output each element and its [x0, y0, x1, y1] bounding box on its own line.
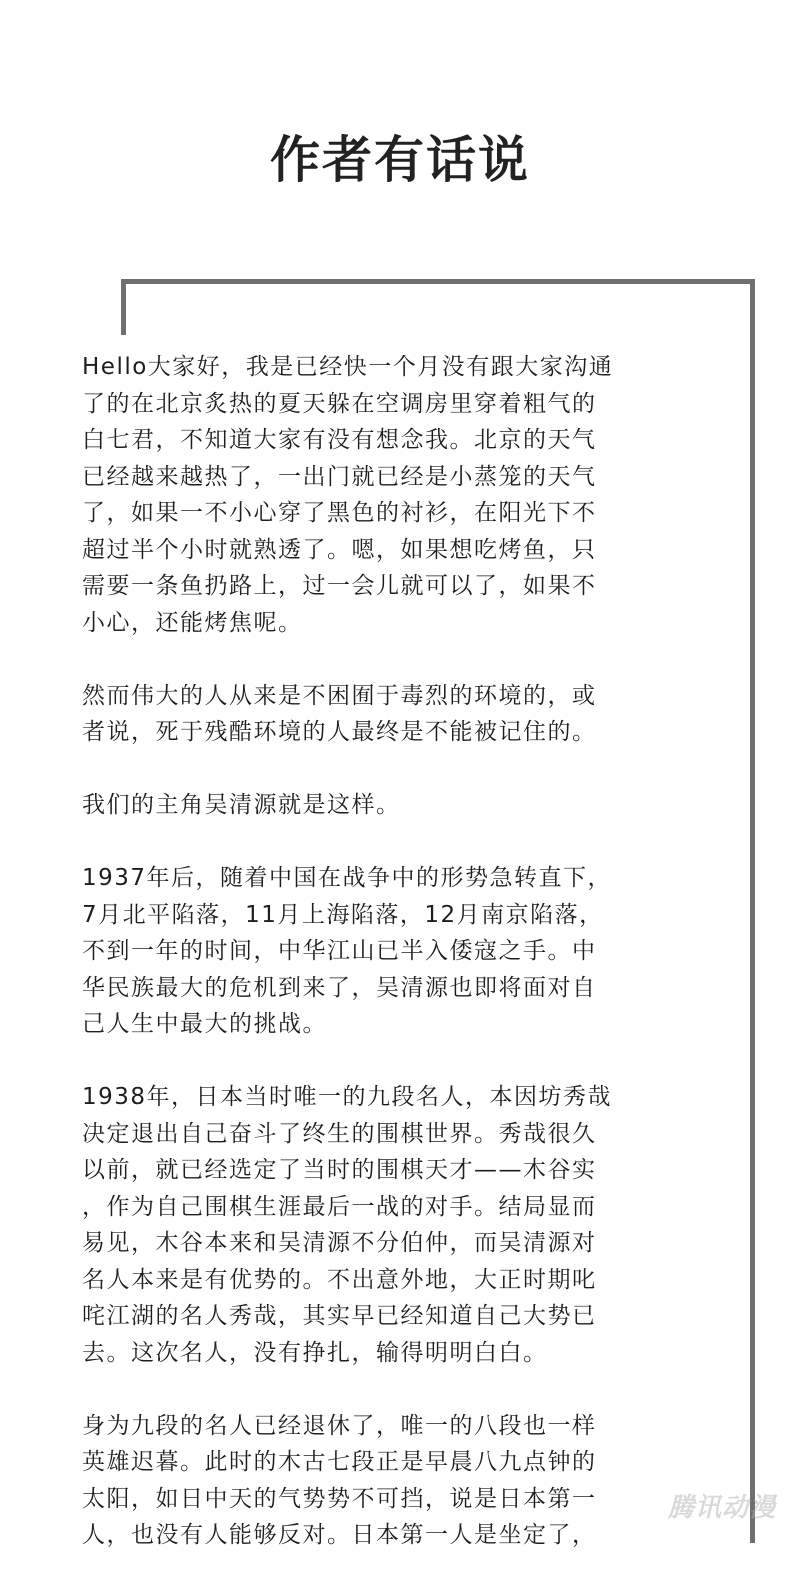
paragraph — [82, 1408, 732, 1554]
paragraph — [82, 787, 732, 824]
text-line: Hello大家好，我是已经快一个月没有跟大家沟通 — [82, 354, 614, 380]
text-line: ，作为自己围棋生涯最后一战的对手。结局显而 — [82, 1193, 597, 1220]
text-line: 小心，还能烤焦呢。 — [82, 609, 303, 636]
text-line: 去。这次名人，没有挣扎，输得明明白白。 — [82, 1339, 548, 1366]
text-line: 己人生中最大的挑战。 — [82, 1011, 327, 1037]
paragraph — [82, 678, 732, 751]
text-line: 了的在北京炙热的夏天躲在空调房里穿着粗气的 — [82, 390, 597, 417]
text-line: 易见，木谷本来和吴清源不分伯仲，而吴清源对 — [82, 1230, 597, 1256]
article-body — [82, 349, 732, 1590]
text-line: 人，也没有人能够反对。日本第一人是坐定了， — [82, 1522, 597, 1548]
text-line: 英雄迟暮。此时的木古七段正是早晨八九点钟的 — [82, 1449, 597, 1475]
text-line: 白七君，不知道大家有没有想念我。北京的天气 — [82, 427, 597, 453]
text-line: 1938年，日本当时唯一的九段名人，本因坊秀哉 — [82, 1084, 613, 1110]
text-line: 以前，就已经选定了当时的围棋天才——木谷实 — [82, 1157, 597, 1183]
text-line: 咤江湖的名人秀哉，其实早已经知道自己大势已 — [82, 1303, 597, 1329]
paragraph — [82, 349, 732, 641]
text-line: 者说，死于残酷环境的人最终是不能被记住的。 — [82, 719, 597, 745]
text-line: 不到一年的时间，中华江山已半入倭寇之手。中 — [82, 938, 597, 964]
page-title: 作者有话说 — [270, 130, 530, 189]
text-line: 太阳，如日中天的气势势不可挡，说是日本第一 — [82, 1485, 597, 1512]
text-line: 我们的主角吴清源就是这样。 — [82, 792, 401, 818]
text-line: 华民族最大的危机到来了，吴清源也即将面对自 — [82, 974, 597, 1001]
text-line: 然而伟大的人从来是不困囿于毒烈的环境的，或 — [82, 682, 597, 709]
paragraph — [82, 1079, 732, 1371]
text-line: 超过半个小时就熟透了。嗯，如果想吃烤鱼，只 — [82, 536, 597, 563]
text-line: 了，如果一不小心穿了黑色的衬衫，在阳光下不 — [82, 500, 597, 526]
text-line: 身为九段的名人已经退休了，唯一的八段也一样 — [82, 1412, 597, 1439]
text-line: 决定退出自己奋斗了终生的围棋世界。秀哉很久 — [82, 1120, 597, 1147]
frame-border-top — [121, 279, 755, 284]
text-line: 需要一条鱼扔路上，过一会儿就可以了，如果不 — [82, 573, 597, 599]
text-line: 1937年后，随着中国在战争中的形势急转直下， — [82, 865, 613, 891]
paragraph — [82, 860, 732, 1043]
frame-border-right — [750, 279, 755, 1543]
watermark-logo: 腾讯动漫 — [668, 1493, 777, 1523]
frame-border-left — [121, 279, 126, 335]
text-line: 已经越来越热了，一出门就已经是小蒸笼的天气 — [82, 463, 597, 490]
text-line: 名人本来是有优势的。不出意外地，大正时期叱 — [82, 1266, 597, 1293]
text-line: 7月北平陷落，11月上海陷落，12月南京陷落， — [82, 901, 604, 928]
